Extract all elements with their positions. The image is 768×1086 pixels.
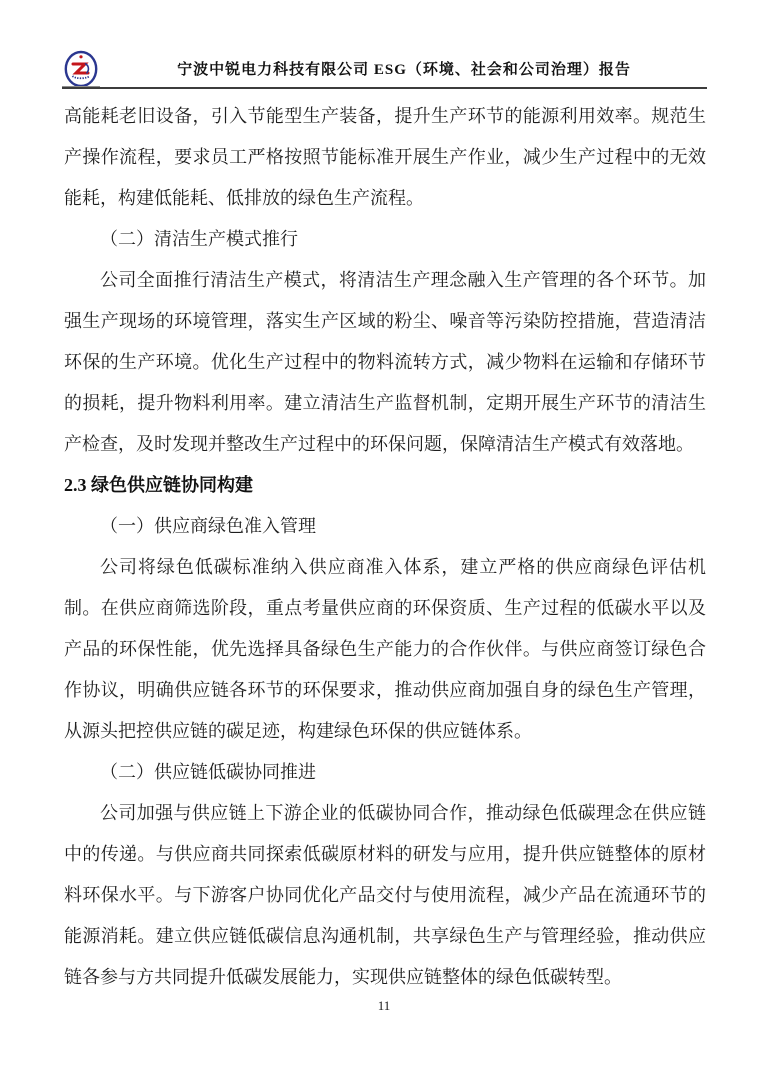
page-header: [0, 0, 768, 92]
body-paragraph-supply-chain-low-carbon: 公司加强与供应链上下游企业的低碳协同合作，推动绿色低碳理念在供应链中的传递。与供应商共同探索低碳原材料的研发与应用，提升供应链整体的原材料环保水平。与下游客户协同优化产品交付与使用流程，减少产品在流通环节的能源消耗。建立供应链低碳信息沟通机制，共享绿色生产与管理经验，推动供应链各参与方共同提升低碳发展能力，实现供应链整体的绿色低碳转型。: [64, 803, 706, 987]
sub-heading-clean-production: （二）清洁生产模式推行: [100, 229, 298, 249]
report-header-title: 宁波中锐电力科技有限公司 ESG（环境、社会和公司治理）报告: [177, 62, 631, 78]
sub-heading-supply-chain-low-carbon: （二）供应链低碳协同推进: [100, 762, 316, 782]
page-number: 11: [377, 998, 391, 1013]
header-divider: [62, 87, 707, 89]
company-seal-icon: [64, 50, 98, 88]
body-paragraph-continued: 高能耗老旧设备，引入节能型生产装备，提升生产环节的能源利用效率。规范生产操作流程，要求员工严格按照节能标准开展生产作业，减少生产过程中的无效能耗，构建低能耗、低排放的绿色生产流程。: [64, 106, 706, 208]
page-footer: [0, 998, 768, 1014]
document-body: [64, 96, 706, 998]
sub-heading-supplier-access: （一）供应商绿色准入管理: [100, 516, 316, 536]
body-paragraph-supplier-access: 公司将绿色低碳标准纳入供应商准入体系，建立严格的供应商绿色评估机制。在供应商筛选阶段，重点考量供应商的环保资质、生产过程的低碳水平以及产品的环保性能，优先选择具备绿色生产能力的合作伙伴。与供应商签订绿色合作协议，明确供应链各环节的环保要求，推动供应商加强自身的绿色生产管理，从源头把控供应链的碳足迹，构建绿色环保的供应链体系。: [64, 557, 706, 741]
body-paragraph-clean-production: 公司全面推行清洁生产模式，将清洁生产理念融入生产管理的各个环节。加强生产现场的环境管理，落实生产区域的粉尘、噪音等污染防控措施，营造清洁环保的生产环境。优化生产过程中的物料流转方式，减少物料在运输和存储环节的损耗，提升物料利用率。建立清洁生产监督机制，定期开展生产环节的清洁生产检查，及时发现并整改生产过程中的环保问题，保障清洁生产模式有效落地。: [64, 270, 706, 454]
section-heading-2-3: 2.3 绿色供应链协同构建: [64, 475, 253, 495]
company-logo: [64, 50, 98, 88]
